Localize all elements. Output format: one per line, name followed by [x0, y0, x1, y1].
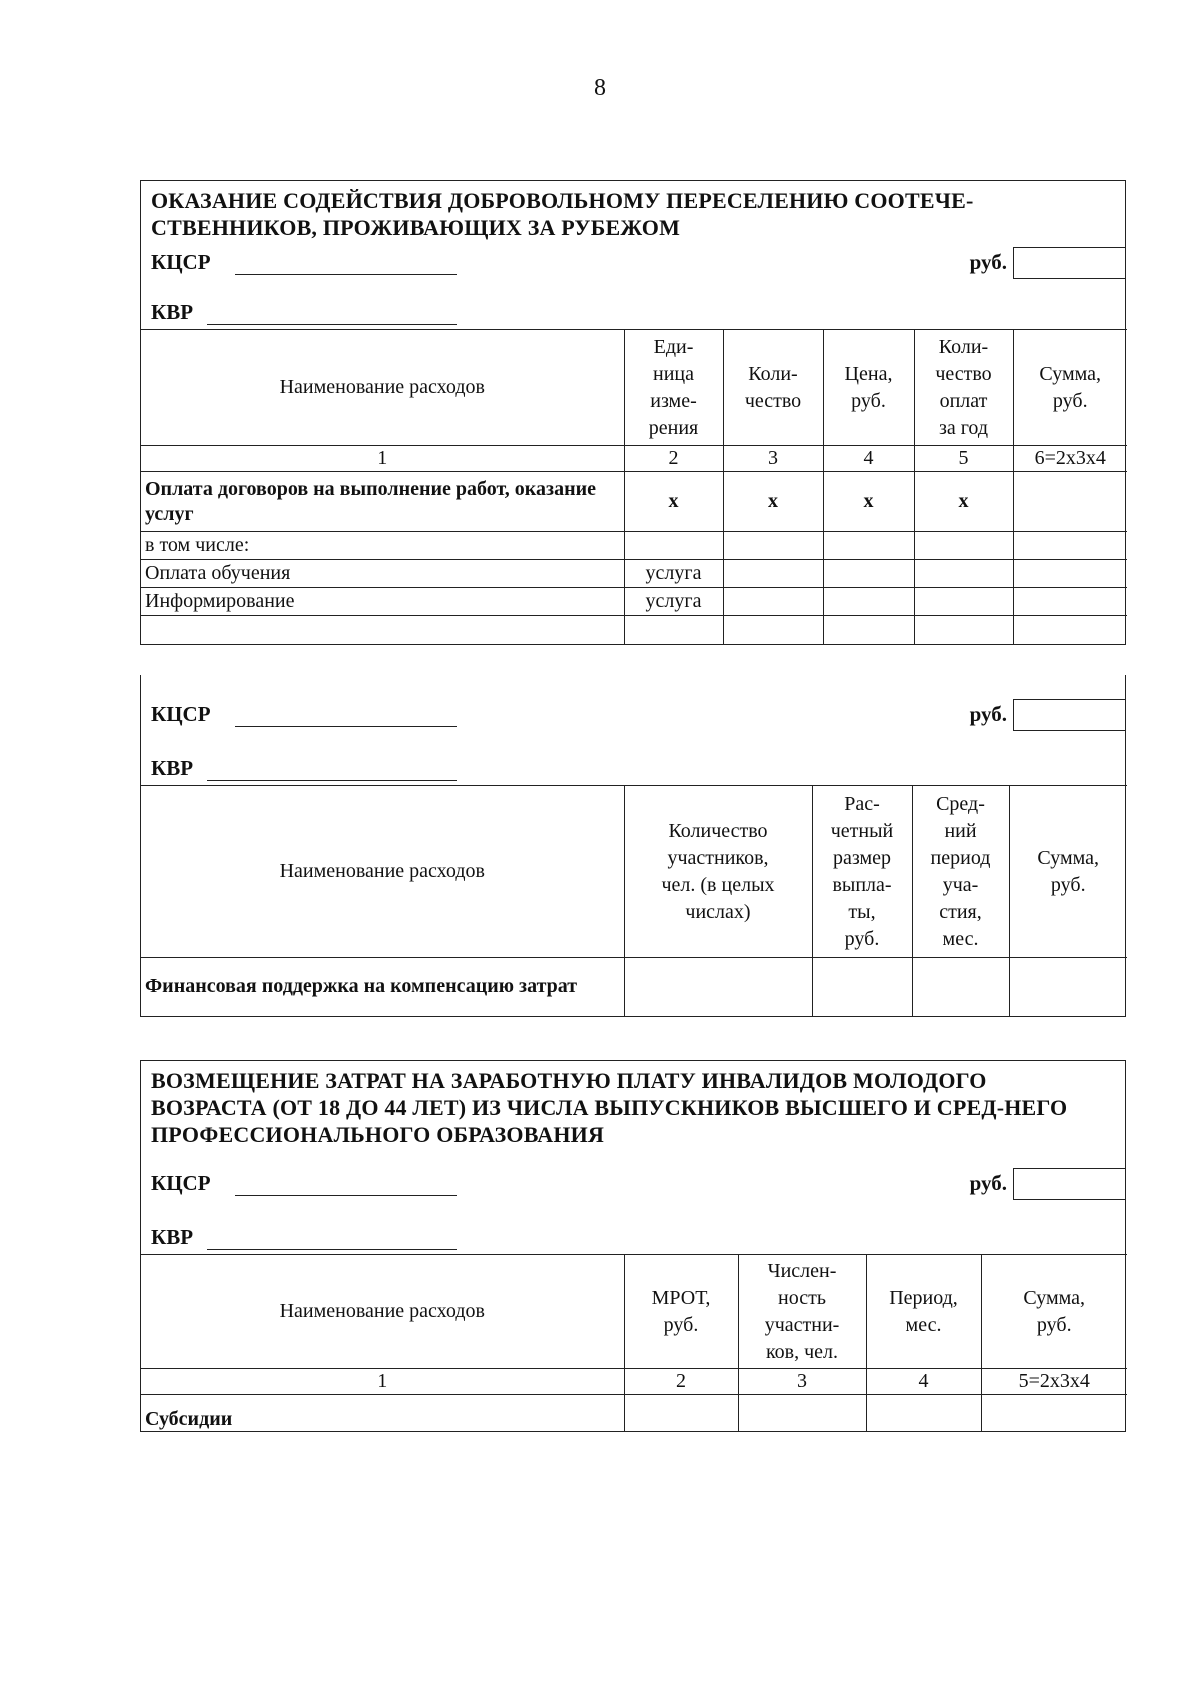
table-row [141, 472, 1127, 532]
table-header-row [141, 1255, 1127, 1369]
kcsr-row [141, 675, 1125, 731]
row-label: Информирование [141, 588, 624, 616]
header-cell: Наименование расходов [141, 786, 624, 958]
header-cell: Сумма, руб. [981, 1255, 1127, 1369]
kvr-row [141, 731, 1125, 785]
header-cell: Наименование расходов [141, 1255, 624, 1369]
table-cell[interactable] [723, 616, 823, 644]
row-label: в том числе: [141, 532, 624, 560]
column-number: 1 [141, 446, 624, 472]
kcsr-row [141, 1148, 1125, 1200]
table-row [141, 532, 1127, 560]
table-cell[interactable] [1009, 958, 1127, 1016]
table-cell[interactable] [624, 1395, 738, 1431]
table-row [141, 1395, 1127, 1431]
table-cell[interactable] [1013, 560, 1127, 588]
rub-label: руб. [969, 702, 1007, 726]
header-cell: Сумма, руб. [1013, 330, 1127, 446]
table-row [141, 560, 1127, 588]
column-number: 3 [738, 1369, 866, 1395]
table-row [141, 588, 1127, 616]
row-label: Оплата обучения [141, 560, 624, 588]
kcsr-label: КЦСР [151, 250, 211, 274]
expenses-table [141, 785, 1127, 1016]
table-cell[interactable] [823, 616, 914, 644]
table-cell: x [823, 472, 914, 532]
table-cell[interactable] [914, 588, 1013, 616]
header-cell: Числен- ность участни- ков, чел. [738, 1255, 866, 1369]
table-cell[interactable] [914, 532, 1013, 560]
column-number-row [141, 446, 1127, 472]
column-number: 3 [723, 446, 823, 472]
column-number: 4 [866, 1369, 981, 1395]
column-number: 1 [141, 1369, 624, 1395]
kvr-label: КВР [151, 300, 194, 324]
table-cell: x [624, 472, 723, 532]
unit-cell: услуга [624, 588, 723, 616]
table-cell[interactable] [624, 958, 812, 1016]
header-cell: Еди- ница изме- рения [624, 330, 723, 446]
table-cell[interactable] [914, 616, 1013, 644]
rub-label: руб. [969, 250, 1007, 274]
table-cell[interactable] [624, 616, 723, 644]
column-number: 5 [914, 446, 1013, 472]
table-cell[interactable] [812, 958, 912, 1016]
header-cell: Коли- чество [723, 330, 823, 446]
row-label: Субсидии [141, 1395, 624, 1431]
kvr-row [141, 279, 1125, 329]
table-cell[interactable] [1013, 532, 1127, 560]
table-header-row [141, 786, 1127, 958]
table-cell[interactable] [1013, 472, 1127, 532]
table-cell[interactable] [912, 958, 1009, 1016]
rub-label: руб. [969, 1171, 1007, 1195]
column-number-row [141, 1369, 1127, 1395]
table-cell: x [914, 472, 1013, 532]
column-number: 5=2x3x4 [981, 1369, 1127, 1395]
header-cell: Наименование расходов [141, 330, 624, 446]
kvr-field[interactable] [207, 324, 457, 325]
column-number: 2 [624, 446, 723, 472]
kcsr-field[interactable] [235, 726, 457, 727]
table-cell[interactable] [1013, 588, 1127, 616]
header-cell: МРОТ, руб. [624, 1255, 738, 1369]
rub-amount-field[interactable] [1013, 699, 1125, 731]
header-cell: Цена, руб. [823, 330, 914, 446]
table-cell[interactable] [823, 532, 914, 560]
kvr-field[interactable] [207, 1249, 457, 1250]
kcsr-label: КЦСР [151, 1171, 211, 1195]
kcsr-row [141, 241, 1125, 279]
section-resettlement [140, 180, 1126, 645]
table-cell[interactable] [866, 1395, 981, 1431]
section-title: ОКАЗАНИЕ СОДЕЙСТВИЯ ДОБРОВОЛЬНОМУ ПЕРЕСЕЛЕНИЮ СООТЕЧЕ-СТВЕННИКОВ, ПРОЖИВАЮЩИХ ЗА РУБЕЖОМ [151, 188, 974, 240]
header-cell: Рас- четный размер выпла- ты, руб. [812, 786, 912, 958]
unit-cell: услуга [624, 560, 723, 588]
column-number: 6=2x3x4 [1013, 446, 1127, 472]
table-row [141, 958, 1127, 1016]
table-cell[interactable] [981, 1395, 1127, 1431]
table-cell[interactable] [624, 532, 723, 560]
table-header-row [141, 330, 1127, 446]
row-label: Оплата договоров на выполнение работ, оказание услуг [141, 472, 624, 532]
table-cell[interactable] [738, 1395, 866, 1431]
kvr-row [141, 1200, 1125, 1254]
column-number: 2 [624, 1369, 738, 1395]
row-label: Финансовая поддержка на компенсацию затрат [141, 958, 624, 1016]
kvr-label: КВР [151, 756, 194, 780]
rub-amount-field[interactable] [1013, 247, 1125, 279]
table-cell: x [723, 472, 823, 532]
table-cell[interactable] [1013, 616, 1127, 644]
table-cell[interactable] [823, 588, 914, 616]
table-cell[interactable] [823, 560, 914, 588]
kvr-label: КВР [151, 1225, 194, 1249]
row-label[interactable] [141, 616, 624, 644]
rub-amount-field[interactable] [1013, 1168, 1125, 1200]
section-disabled-youth-wages [140, 1060, 1126, 1432]
header-cell: Количество участников, чел. (в целых числах) [624, 786, 812, 958]
kvr-field[interactable] [207, 780, 457, 781]
table-cell[interactable] [723, 560, 823, 588]
kcsr-field[interactable] [235, 1195, 457, 1196]
header-cell: Коли- чество оплат за год [914, 330, 1013, 446]
section-title: ВОЗМЕЩЕНИЕ ЗАТРАТ НА ЗАРАБОТНУЮ ПЛАТУ ИНВАЛИДОВ МОЛОДОГО ВОЗРАСТА (ОТ 18 ДО 44 ЛЕТ) ИЗ ЧИСЛА ВЫПУСКНИКОВ ВЫСШЕГО И СРЕД-НЕГО ПРОФЕССИОНАЛЬНОГО ОБРАЗОВАНИЯ [151, 1068, 1068, 1147]
section-financial-support [140, 675, 1126, 1017]
table-cell[interactable] [723, 588, 823, 616]
table-cell[interactable] [723, 532, 823, 560]
header-cell: Период, мес. [866, 1255, 981, 1369]
expenses-table [141, 1254, 1127, 1431]
expenses-table [141, 329, 1127, 644]
kcsr-field[interactable] [235, 274, 457, 275]
header-cell: Сумма, руб. [1009, 786, 1127, 958]
header-cell: Сред- ний период уча- стия, мес. [912, 786, 1009, 958]
table-row [141, 616, 1127, 644]
column-number: 4 [823, 446, 914, 472]
table-cell[interactable] [914, 560, 1013, 588]
page-number: 8 [594, 75, 606, 101]
kcsr-label: КЦСР [151, 702, 211, 726]
